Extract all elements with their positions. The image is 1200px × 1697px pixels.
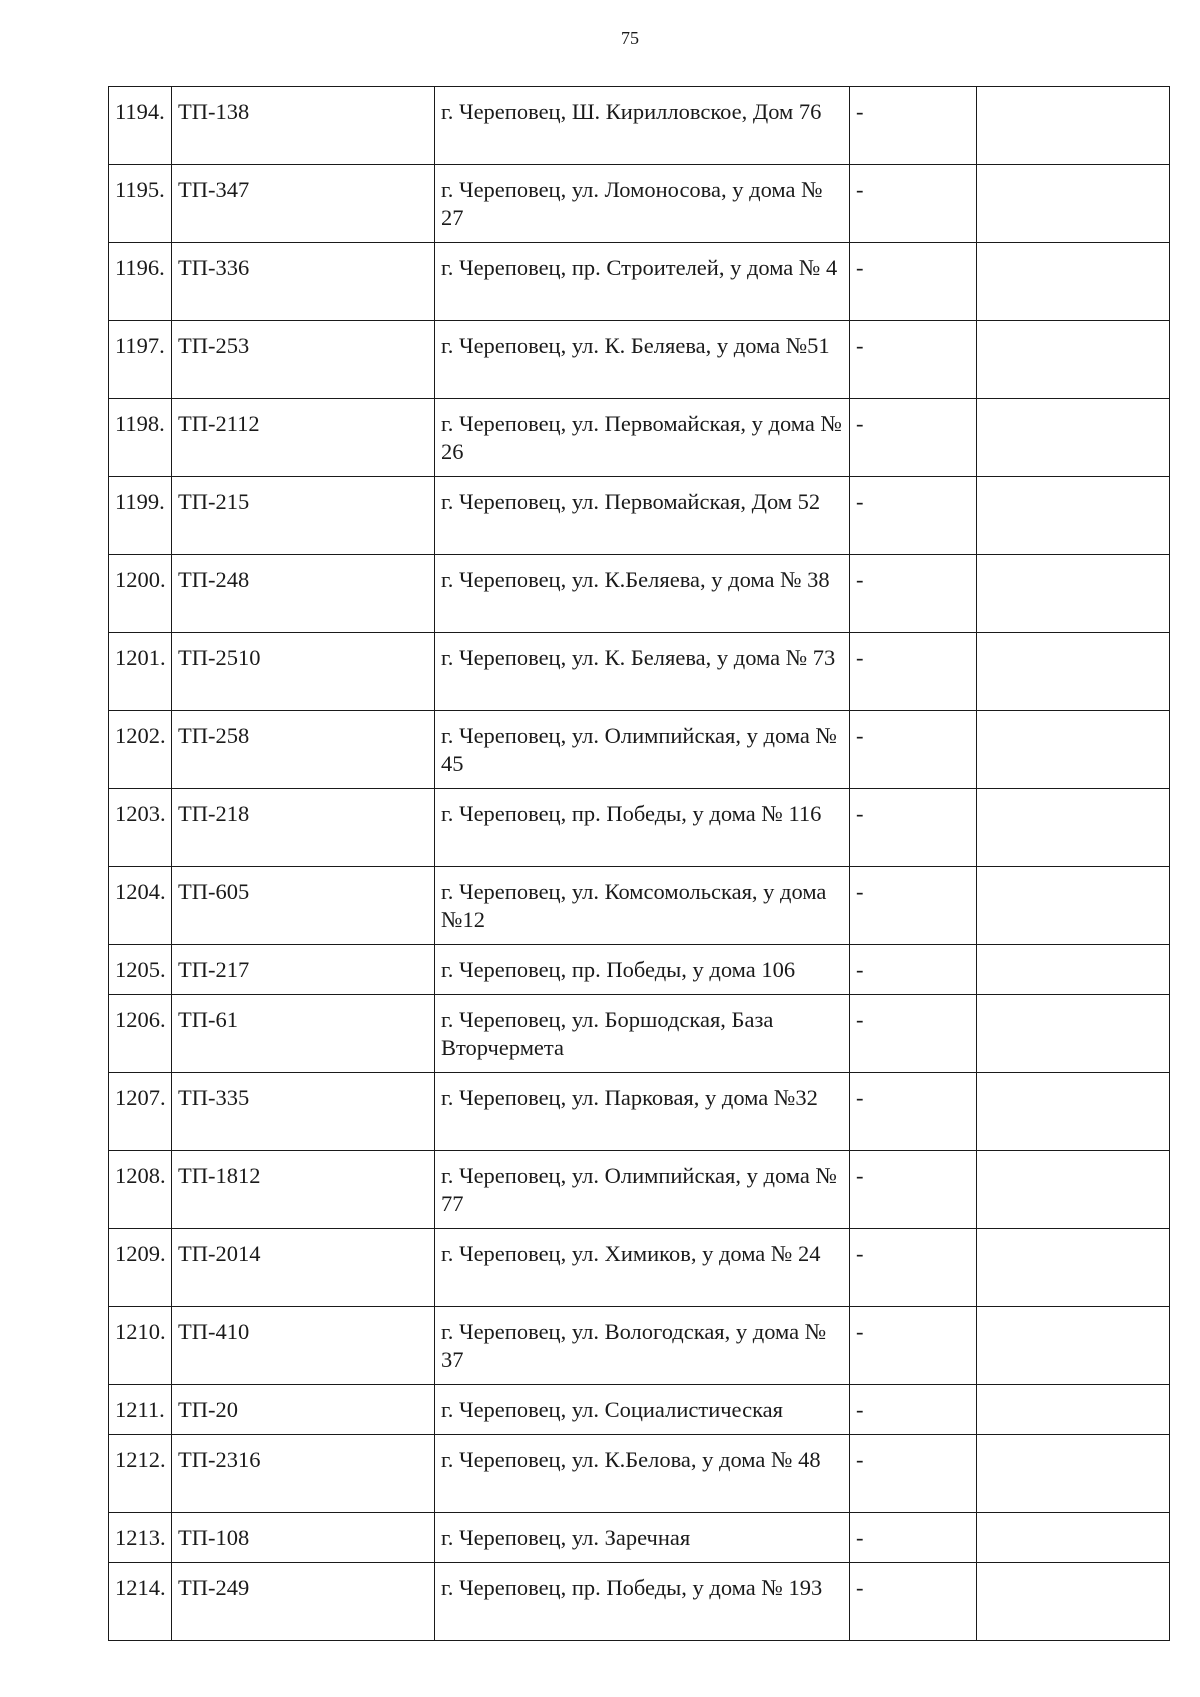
col5-value [977, 165, 1170, 243]
row-number: 1200. [109, 555, 172, 633]
row-number: 1212. [109, 1435, 172, 1513]
col5-value [977, 711, 1170, 789]
address: г. Череповец, ул. Олимпийская, у дома № 77 [435, 1151, 850, 1229]
col5-value [977, 477, 1170, 555]
col4-value: - [850, 399, 977, 477]
address: г. Череповец, ул. Ломоносова, у дома № 27 [435, 165, 850, 243]
col5-value [977, 399, 1170, 477]
table-body [109, 87, 1170, 1641]
col4-value: - [850, 1307, 977, 1385]
address: г. Череповец, пр. Победы, у дома № 116 [435, 789, 850, 867]
address: г. Череповец, ул. Боршодская, База Вторчермета [435, 995, 850, 1073]
col4-value: - [850, 1073, 977, 1151]
address: г. Череповец, ул. Социалистическая [435, 1385, 850, 1435]
table-row [109, 321, 1170, 399]
col4-value: - [850, 1435, 977, 1513]
substation-code: ТП-2510 [172, 633, 435, 711]
substation-code: ТП-605 [172, 867, 435, 945]
table-row [109, 1229, 1170, 1307]
address: г. Череповец, ул. Первомайская, Дом 52 [435, 477, 850, 555]
substation-code: ТП-217 [172, 945, 435, 995]
row-number: 1214. [109, 1563, 172, 1641]
address: г. Череповец, ул. К.Белова, у дома № 48 [435, 1435, 850, 1513]
col5-value [977, 1073, 1170, 1151]
table-row [109, 789, 1170, 867]
address: г. Череповец, Ш. Кирилловское, Дом 76 [435, 87, 850, 165]
col4-value: - [850, 711, 977, 789]
table-row [109, 1151, 1170, 1229]
substation-code: ТП-410 [172, 1307, 435, 1385]
address: г. Череповец, ул. Заречная [435, 1513, 850, 1563]
row-number: 1204. [109, 867, 172, 945]
col5-value [977, 1307, 1170, 1385]
table-row [109, 399, 1170, 477]
col4-value: - [850, 789, 977, 867]
col4-value: - [850, 1563, 977, 1641]
address: г. Череповец, ул. К. Беляева, у дома № 73 [435, 633, 850, 711]
col5-value [977, 633, 1170, 711]
col5-value [977, 789, 1170, 867]
substation-code: ТП-336 [172, 243, 435, 321]
address: г. Череповец, ул. Парковая, у дома №32 [435, 1073, 850, 1151]
substation-code: ТП-2014 [172, 1229, 435, 1307]
col5-value [977, 1385, 1170, 1435]
col5-value [977, 555, 1170, 633]
table-row [109, 1307, 1170, 1385]
substation-code: ТП-218 [172, 789, 435, 867]
col4-value: - [850, 87, 977, 165]
address: г. Череповец, ул. Первомайская, у дома № 26 [435, 399, 850, 477]
col4-value: - [850, 633, 977, 711]
row-number: 1198. [109, 399, 172, 477]
substation-code: ТП-249 [172, 1563, 435, 1641]
row-number: 1208. [109, 1151, 172, 1229]
col5-value [977, 87, 1170, 165]
table-row [109, 867, 1170, 945]
col4-value: - [850, 1151, 977, 1229]
row-number: 1211. [109, 1385, 172, 1435]
substation-code: ТП-335 [172, 1073, 435, 1151]
col4-value: - [850, 1385, 977, 1435]
col5-value [977, 1229, 1170, 1307]
col4-value: - [850, 477, 977, 555]
table-row [109, 1513, 1170, 1563]
address: г. Череповец, ул. К.Беляева, у дома № 38 [435, 555, 850, 633]
col5-value [977, 945, 1170, 995]
table-row [109, 711, 1170, 789]
row-number: 1194. [109, 87, 172, 165]
address: г. Череповец, ул. Комсомольская, у дома №12 [435, 867, 850, 945]
address: г. Череповец, пр. Победы, у дома № 193 [435, 1563, 850, 1641]
col4-value: - [850, 555, 977, 633]
substation-code: ТП-61 [172, 995, 435, 1073]
row-number: 1196. [109, 243, 172, 321]
substation-code: ТП-1812 [172, 1151, 435, 1229]
address: г. Череповец, ул. Олимпийская, у дома № 45 [435, 711, 850, 789]
address: г. Череповец, пр. Строителей, у дома № 4 [435, 243, 850, 321]
col4-value: - [850, 867, 977, 945]
table-row [109, 1073, 1170, 1151]
address: г. Череповец, ул. Химиков, у дома № 24 [435, 1229, 850, 1307]
table-row [109, 477, 1170, 555]
col5-value [977, 867, 1170, 945]
col5-value [977, 1151, 1170, 1229]
col5-value [977, 1563, 1170, 1641]
substation-code: ТП-258 [172, 711, 435, 789]
row-number: 1205. [109, 945, 172, 995]
col5-value [977, 243, 1170, 321]
page-number: 75 [621, 28, 639, 48]
col4-value: - [850, 243, 977, 321]
table-row [109, 1563, 1170, 1641]
row-number: 1199. [109, 477, 172, 555]
table-row [109, 165, 1170, 243]
table-row [109, 243, 1170, 321]
address: г. Череповец, ул. К. Беляева, у дома №51 [435, 321, 850, 399]
col5-value [977, 1435, 1170, 1513]
col5-value [977, 1513, 1170, 1563]
substation-code: ТП-20 [172, 1385, 435, 1435]
row-number: 1201. [109, 633, 172, 711]
substation-code: ТП-2112 [172, 399, 435, 477]
table-row [109, 1385, 1170, 1435]
col5-value [977, 995, 1170, 1073]
row-number: 1202. [109, 711, 172, 789]
substation-code: ТП-248 [172, 555, 435, 633]
substation-code: ТП-108 [172, 1513, 435, 1563]
table-row [109, 945, 1170, 995]
row-number: 1195. [109, 165, 172, 243]
address: г. Череповец, пр. Победы, у дома 106 [435, 945, 850, 995]
row-number: 1209. [109, 1229, 172, 1307]
row-number: 1213. [109, 1513, 172, 1563]
row-number: 1207. [109, 1073, 172, 1151]
substation-code: ТП-2316 [172, 1435, 435, 1513]
substation-code: ТП-253 [172, 321, 435, 399]
substation-code: ТП-138 [172, 87, 435, 165]
col4-value: - [850, 321, 977, 399]
row-number: 1197. [109, 321, 172, 399]
col5-value [977, 321, 1170, 399]
substation-table [108, 86, 1170, 1641]
col4-value: - [850, 1513, 977, 1563]
substation-code: ТП-215 [172, 477, 435, 555]
row-number: 1210. [109, 1307, 172, 1385]
table-row [109, 995, 1170, 1073]
substation-code: ТП-347 [172, 165, 435, 243]
address: г. Череповец, ул. Вологодская, у дома № 37 [435, 1307, 850, 1385]
col4-value: - [850, 165, 977, 243]
col4-value: - [850, 945, 977, 995]
table-row [109, 87, 1170, 165]
row-number: 1203. [109, 789, 172, 867]
col4-value: - [850, 1229, 977, 1307]
col4-value: - [850, 995, 977, 1073]
table-row [109, 555, 1170, 633]
row-number: 1206. [109, 995, 172, 1073]
table-row [109, 1435, 1170, 1513]
table-row [109, 633, 1170, 711]
